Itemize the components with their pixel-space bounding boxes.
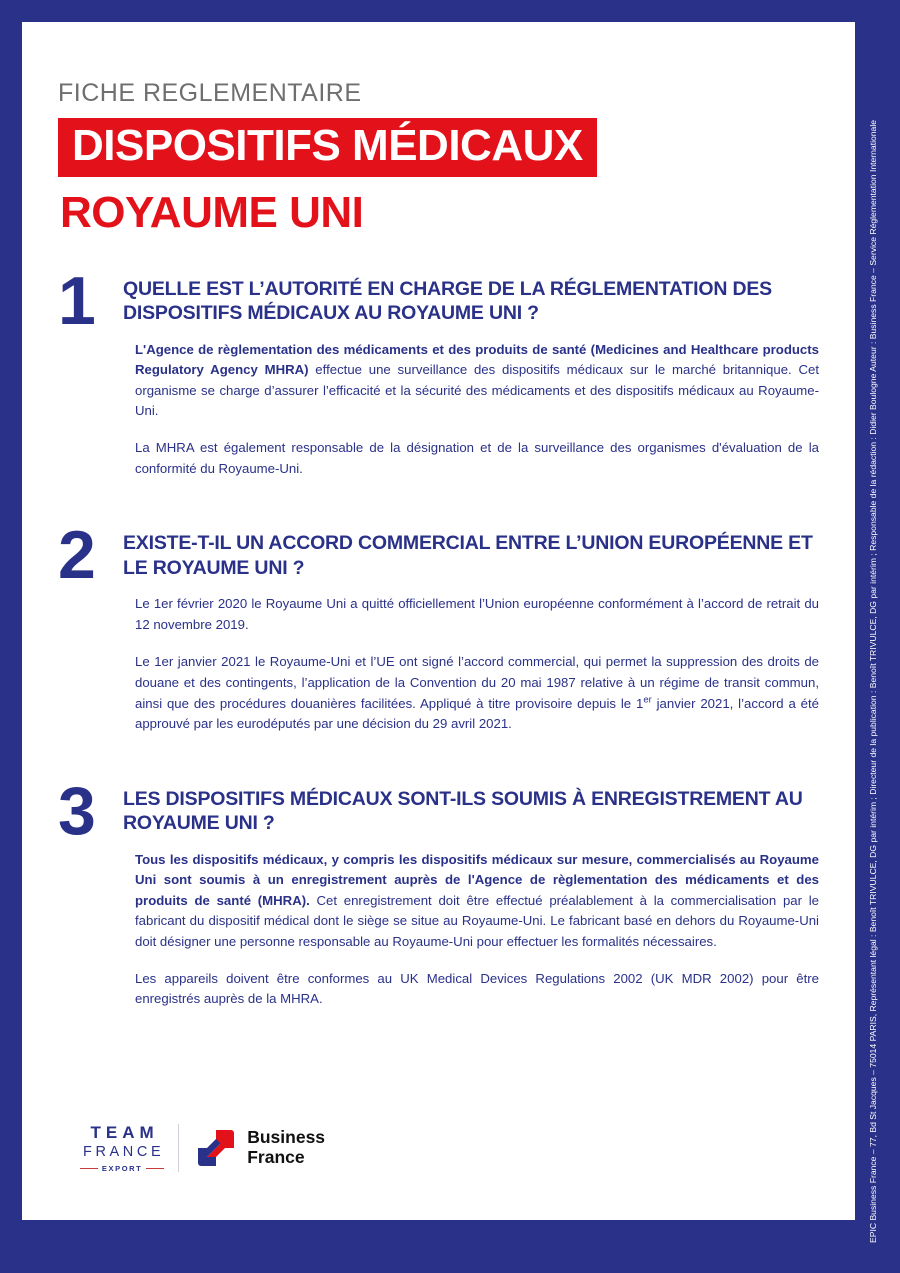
sections-list xyxy=(58,262,820,1010)
business-france-wordmark xyxy=(247,1128,325,1167)
tfe-line-team: TEAM xyxy=(90,1123,159,1142)
section-1 xyxy=(58,262,819,480)
business-france-logo xyxy=(195,1127,325,1169)
paragraph-rest: Cet enregistrement doit être effectué préalablement à la commercialisation par le fabricant du dispositif médical dont le siège se situe au Royaume-Uni. Le fabricant basé en dehors du Royaume-Uni doit désigner une personne responsable au Royaume-Uni pour effectuer les formalités nécessaires. xyxy=(135,892,820,949)
section-body xyxy=(123,340,819,480)
paragraph-bold-lead: Tous les dispositifs médicaux, y compris les dispositifs médicaux sur mesure, commercialisés au Royaume Uni sont soumis à un enregistrement auprès de l'Agence de règlementation des médicaments et des produits de santé (MHRA). xyxy=(135,851,819,908)
paragraph xyxy=(135,594,819,635)
section-2 xyxy=(58,517,819,734)
paragraph xyxy=(135,969,819,1010)
paragraph xyxy=(135,850,819,952)
business-france-arrows-icon xyxy=(195,1127,237,1169)
rule-left xyxy=(80,1168,98,1169)
rule-right xyxy=(146,1168,164,1169)
section-heading: QUELLE EST L’AUTORITÉ EN CHARGE DE LA RÉGLEMENTATION DES DISPOSITIFS MÉDICAUX AU ROYAUME UNI ? xyxy=(123,277,772,325)
paragraph-rest: Les appareils doivent être conformes au UK Medical Devices Regulations 2002 (UK MDR 2002) pour être enregistrés auprès de la MHRA. xyxy=(135,970,819,1007)
document-kicker: FICHE REGLEMENTAIRE xyxy=(58,79,362,107)
title-row xyxy=(58,118,819,177)
section-number: 1 xyxy=(58,262,96,339)
paragraph-rest: La MHRA est également responsable de la désignation et de la surveillance des organismes d'évaluation de la conformité du Royaume-Uni. xyxy=(135,440,819,476)
section-body xyxy=(123,594,819,734)
team-france-export-logo xyxy=(80,1124,179,1172)
paragraph xyxy=(135,340,819,422)
paragraph-bold-lead: L'Agence de règlementation des médicaments et des produits de santé (Medicines and Healthcare products Regulatory Agency MHRA) xyxy=(135,341,819,378)
paragraph-rest: Le 1er janvier 2021 le Royaume-Uni et l’UE ont signé l’accord commercial, qui permet la suppression des droits de douane et des contingents, l’application de la Convention du 20 mai 1987 relative à un régime de transit commun, ainsi que des procédures douanières facilitées. Appliqué à titre provisoire depuis le 1er janvier 2021, l’accord a été approuvé par les eurodéputés par une décision du 29 avril 2021. xyxy=(135,654,819,732)
section-heading: LES DISPOSITIFS MÉDICAUX SONT-ILS SOUMIS À ENREGISTREMENT AU ROYAUME UNI ? xyxy=(123,787,803,835)
document-card xyxy=(22,22,855,1220)
footer-logos xyxy=(80,1124,325,1172)
document-content xyxy=(58,80,819,1062)
tfe-line-export-row xyxy=(80,1165,164,1173)
section-body xyxy=(123,850,819,1010)
section-number: 3 xyxy=(58,772,96,849)
page-subtitle: ROYAUME UNI xyxy=(60,187,364,237)
section-3 xyxy=(58,772,820,1010)
paragraph-rest: effectue une surveillance des dispositifs médicaux sur le marché britannique. Cet organisme se charge d’assurer l’efficacité et la sécurité des médicaments et des dispositifs médicaux au Royaume-Uni. xyxy=(135,362,819,418)
credit-text: EPIC Business France – 77, Bd St Jacques – 75014 PARIS, Représentant légal : Benoît TRIVULCE, DG par intérim ; Directeur de la publication : Benoît TRIVULCE, DG par intérim ; Responsable de la rédaction : Didier Boulogne Auteur : Business France – Service Réglementation Internationale xyxy=(868,119,878,1243)
bf-line-business: Business xyxy=(247,1127,326,1148)
tfe-line-export: EXPORT xyxy=(101,1163,143,1173)
section-heading: EXISTE-T-IL UN ACCORD COMMERCIAL ENTRE L’UNION EUROPÉENNE ET LE ROYAUME UNI ? xyxy=(123,532,813,579)
paragraph xyxy=(135,652,819,734)
page-title: DISPOSITIFS MÉDICAUX xyxy=(58,118,597,177)
credit-sidebar xyxy=(854,22,890,1251)
bf-line-france: France xyxy=(247,1147,305,1167)
paragraph xyxy=(135,438,819,479)
section-number: 2 xyxy=(58,517,96,594)
tfe-line-france: FRANCE xyxy=(83,1144,165,1160)
paragraph-rest: Le 1er février 2020 le Royaume Uni a quitté officiellement l’Union européenne conformément à l’accord de retrait du 12 novembre 2019. xyxy=(135,596,819,632)
